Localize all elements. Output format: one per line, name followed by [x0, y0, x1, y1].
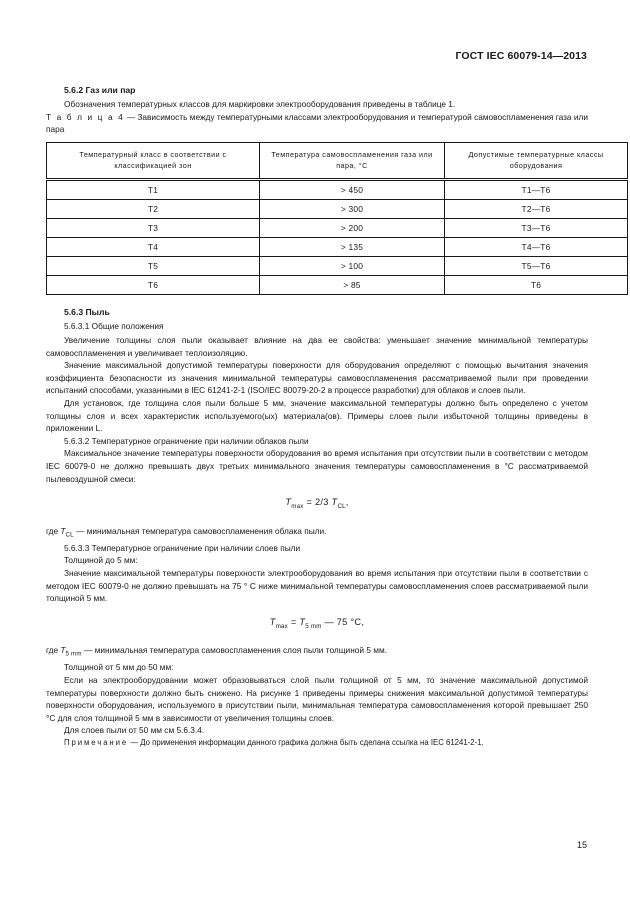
table-row: [47, 219, 628, 238]
table-caption-text: — Зависимость между температурными классами электрооборудования и температурой самовоспламенения газа или пара: [46, 111, 588, 134]
table-cell-temperature: > 85: [260, 276, 445, 295]
where2-text: — минимальная температура самовоспламенения слоя пыли толщиной 5 мм.: [81, 645, 387, 656]
table-cell-permitted: T1—T6: [445, 180, 628, 200]
formula-tmax-layer: [46, 616, 588, 633]
where2-symbol-t: T: [60, 645, 66, 656]
table-cell-class: T4: [47, 238, 260, 257]
note-label: Примечание: [64, 738, 129, 747]
formula-coefficient: 2/3: [314, 497, 329, 508]
formula-tmax-cloud: [46, 496, 588, 513]
formula2-symbol-t5mm: T: [299, 616, 306, 627]
table-temperature-classes: [46, 142, 628, 295]
table-cell-temperature: > 450: [260, 180, 445, 200]
table-cell-permitted: T4—T6: [445, 238, 628, 257]
where-text: — минимальная температура самовоспламенения облака пыли.: [73, 525, 327, 536]
where2-prefix: где: [46, 645, 61, 656]
paragraph-5-6-3-1-a: Увеличение толщины слоя пыли оказывает влияние на два ее свойства: уменьшает значение минимальной температуры самовоспламенения и увеличивает теплоизоляцию.: [46, 335, 588, 358]
table-header-cell-2: Допустимые температурные классы оборудования: [445, 143, 628, 180]
formula-symbol-tcl: T: [331, 497, 338, 508]
formula-equals: =: [306, 497, 313, 508]
formula2-tail: — 75 °С,: [324, 616, 365, 627]
table-cell-permitted: T3—T6: [445, 219, 628, 238]
table-cell-class: T2: [47, 200, 260, 219]
paragraph-5-6-3-3: Значение максимальной температуры поверхности электрооборудования во время испытания при отсутствии пыли в соответствии с методом IEC 60079-0 не должно превышать на 75 ° С ниже минимальной температуры самовоспламенения слоев рассматриваемой пыли толщиной 5 мм.: [46, 567, 588, 604]
table-header-cell-1: Температура самовоспламенения газа или пара, °С: [260, 143, 445, 180]
page-number: 15: [576, 840, 587, 850]
table-row: [47, 257, 628, 276]
paragraph-5-6-3-2: Максимальное значение температуры поверхности оборудования во время испытания при отсутствии пыли в соответствии с методом IEC 60079-0 не должно превышать двух третьих минимального значения температуры самовоспламенения в °С рассматриваемой пылевоздушной смеси:: [46, 448, 588, 484]
paragraph-5-6-2: Обозначения температурных классов для маркировки электрооборудования приведены в таблице 1.: [64, 99, 456, 109]
formula2-symbol-t: T: [269, 616, 276, 627]
running-header: ГОСТ IEC 60079-14—2013: [455, 50, 587, 62]
note-text: — До применения информации данного графика должна быть сделана ссылка на IEC 61241-2-1.: [128, 738, 484, 747]
table-cell-temperature: > 200: [260, 219, 445, 238]
formula-subscript-cl: CL: [337, 502, 346, 510]
formula-subscript-max: max: [291, 502, 304, 510]
where-subscript-cl: CL: [65, 531, 74, 539]
formula-trailing-comma: ,: [345, 497, 349, 508]
note-block: [46, 737, 588, 749]
where-prefix: где: [46, 525, 61, 536]
heading-5-6-3-3: 5.6.3.3 Температурное ограничение при наличии слоев пыли: [64, 542, 301, 553]
thickness-5-to-50mm: Толщиной от 5 мм до 50 мм:: [64, 662, 174, 673]
table-row: [47, 276, 628, 295]
table-cell-class: T5: [47, 257, 260, 276]
heading-5-6-3-2: 5.6.3.2 Температурное ограничение при наличии облаков пыли: [64, 435, 309, 446]
paragraph-5-6-3-1-b: Значение максимальной допустимой температуры поверхности для оборудования определяют с помощью вычитания значения коэффициента безопасности из значения минимальной температуры самовоспламенения рассматриваемой пыли при проведении испытаний способами, указанными в IEC 61241-2-1 (ISO/IEC 80079-20-2 в процессе разработки) для облаков и слоев пыли.: [46, 360, 588, 396]
paragraph-layer-reduction: Если на электрооборудовании может образовываться слой пыли толщиной от 5 мм, то значение максимальной допустимой температуры поверхности должно быть снижено. На рисунке 1 приведены примеры снижения максимальной допустимой температуры поверхности оборудования, используемого в присутствии пыли, минимальная температура самовоспламенения которой превышает 250 °С для слоя толщиной 5 мм в зависимости от увеличения толщины слоев.: [46, 675, 588, 723]
formula2-subscript-max: max: [275, 622, 288, 630]
where-line-cloud: [46, 525, 588, 542]
table-cell-temperature: > 300: [260, 200, 445, 219]
formula2-equals: =: [290, 616, 297, 627]
table-cell-temperature: > 100: [260, 257, 445, 276]
table-row: [47, 238, 628, 257]
heading-5-6-3: 5.6.3 Пыль: [64, 307, 110, 318]
table-cell-class: T6: [47, 276, 260, 295]
table-caption-label: Т а б л и ц а 4: [46, 111, 125, 122]
paragraph-layers-over-50mm: Для слоев пыли от 50 мм см 5.6.3.4.: [64, 725, 205, 736]
table-cell-temperature: > 135: [260, 238, 445, 257]
table-caption: [46, 111, 588, 136]
table-body: [47, 180, 628, 295]
where2-subscript-5mm: 5 mm: [65, 650, 82, 658]
table-row: [47, 180, 628, 200]
where-line-layer: [46, 644, 588, 661]
table-cell-permitted: T2—T6: [445, 200, 628, 219]
table-cell-class: T1: [47, 180, 260, 200]
table-cell-permitted: T6: [445, 276, 628, 295]
formula-symbol-t: T: [285, 497, 292, 508]
table-row: [47, 200, 628, 219]
where-symbol-t: T: [60, 525, 66, 536]
heading-5-6-2: 5.6.2 Газ или пар: [64, 85, 136, 95]
heading-5-6-3-1: 5.6.3.1 Общие положения: [64, 321, 164, 332]
table-header: [47, 143, 628, 180]
page-content: [46, 84, 604, 749]
table-cell-class: T3: [47, 219, 260, 238]
table-header-cell-0: Температурный класс в соответствии с классификацией зон: [47, 143, 260, 180]
thickness-upto-5mm: Толщиной до 5 мм:: [64, 555, 138, 566]
table-cell-permitted: T5—T6: [445, 257, 628, 276]
table-header-row: [47, 143, 628, 180]
paragraph-5-6-3-1-c: Для установок, где толщина слоя пыли больше 5 мм, значение максимальной температуры должно быть определено с учетом толщины слоя и всех характеристик используемого(ых) материала(ов). Примеры слоев пыли избыточной толщины приведены в приложении L.: [46, 397, 588, 434]
formula2-subscript-5mm: 5 mm: [305, 622, 322, 630]
